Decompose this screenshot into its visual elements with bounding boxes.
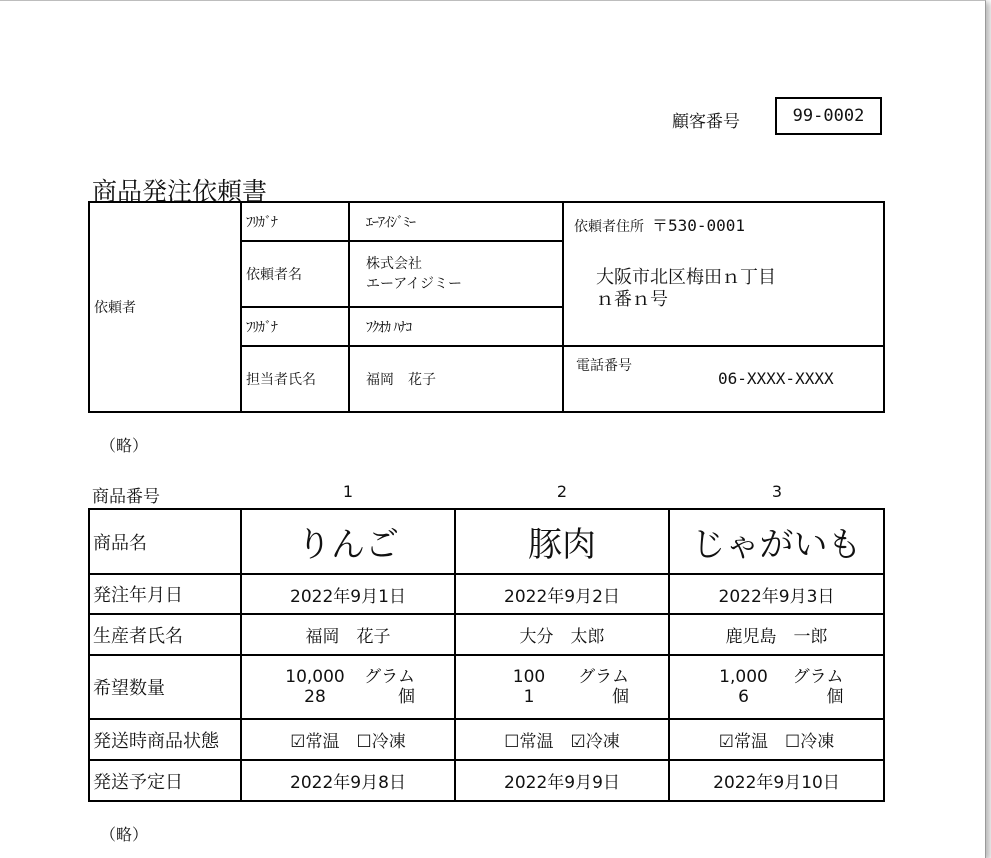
- quantity-count: 6: [738, 687, 749, 707]
- product-name-3: じゃがいも: [669, 509, 884, 574]
- company-line-2: エーアイジミー: [366, 276, 463, 292]
- quantity-3: [669, 655, 884, 719]
- quantity-1: [241, 655, 455, 719]
- furigana-contact: ﾌｸｵｶ ﾊﾅｺ: [349, 307, 563, 346]
- phone-cell: [563, 346, 884, 412]
- ship-state-3: ☑常温 ☐冷凍: [669, 719, 884, 760]
- quantity-unit: グラム: [578, 667, 629, 687]
- zip-code: 〒530-0001: [652, 216, 746, 235]
- omitted-note-1: （略）: [100, 436, 149, 455]
- row-label-quantity: 希望数量: [89, 655, 241, 719]
- table-row: [89, 655, 884, 719]
- ship-date-2: 2022年9月9日: [455, 760, 669, 801]
- address-cell: [563, 202, 884, 346]
- quantity-amount: 10,000: [285, 667, 345, 687]
- product-number-3: 3: [771, 482, 783, 501]
- requester-name-value: [349, 241, 563, 307]
- row-label-ship-state: 発送時商品状態: [89, 719, 241, 760]
- address-label: 依頼者住所: [574, 219, 644, 235]
- order-date-3: 2022年9月3日: [669, 574, 884, 614]
- company-line-1: 株式会社: [366, 256, 422, 272]
- customer-number-value: 99-0002: [775, 97, 882, 135]
- requester-table: [88, 201, 885, 413]
- address-line-2: ｎ番ｎ号: [596, 289, 668, 310]
- ship-state-1: ☑常温 ☐冷凍: [241, 719, 455, 760]
- row-label-order-date: 発注年月日: [89, 574, 241, 614]
- customer-number-label: 顧客番号: [672, 112, 740, 132]
- product-name-1: りんご: [241, 509, 455, 574]
- quantity-amount: 100: [512, 667, 546, 687]
- table-row: [89, 719, 884, 760]
- producer-1: 福岡 花子: [241, 614, 455, 655]
- quantity-count: 28: [304, 687, 326, 707]
- quantity-amount: 1,000: [719, 667, 768, 687]
- producer-3: 鹿児島 一郎: [669, 614, 884, 655]
- quantity-unit: グラム: [364, 667, 415, 687]
- ship-date-1: 2022年9月8日: [241, 760, 455, 801]
- order-date-1: 2022年9月1日: [241, 574, 455, 614]
- requester-name-label: 依頼者名: [241, 241, 349, 307]
- quantity-count-unit: 個: [826, 687, 844, 707]
- contact-name-label: 担当者氏名: [241, 346, 349, 412]
- address-line-1: 大阪市北区梅田ｎ丁目: [596, 267, 776, 288]
- table-row: [89, 760, 884, 801]
- quantity-count-unit: 個: [398, 687, 415, 707]
- quantity-count: 1: [523, 687, 535, 707]
- quantity-count-unit: 個: [612, 687, 629, 707]
- document-title: 商品発注依頼書: [92, 177, 268, 206]
- product-number-1: 1: [342, 482, 354, 501]
- phone-value: 06-XXXX-XXXX: [718, 369, 834, 388]
- furigana-label: ﾌﾘｶﾞﾅ: [241, 202, 349, 241]
- furigana-label-2: ﾌﾘｶﾞﾅ: [241, 307, 349, 346]
- ship-state-2: ☐常温 ☑冷凍: [455, 719, 669, 760]
- producer-2: 大分 太郎: [455, 614, 669, 655]
- omitted-note-2: （略）: [100, 825, 149, 844]
- phone-label: 電話番号: [576, 358, 632, 374]
- row-label-ship-date: 発送予定日: [89, 760, 241, 801]
- quantity-2: [455, 655, 669, 719]
- product-number-label: 商品番号: [92, 487, 160, 507]
- table-row: [89, 509, 884, 574]
- product-name-2: 豚肉: [455, 509, 669, 574]
- table-row: [89, 574, 884, 614]
- product-table: [88, 508, 885, 802]
- order-date-2: 2022年9月2日: [455, 574, 669, 614]
- row-label-product-name: 商品名: [89, 509, 241, 574]
- requester-section-label: 依頼者: [89, 202, 241, 412]
- table-row: [89, 614, 884, 655]
- row-label-producer: 生産者氏名: [89, 614, 241, 655]
- quantity-unit: グラム: [792, 667, 844, 687]
- contact-name-value: 福岡 花子: [349, 346, 563, 412]
- product-number-2: 2: [556, 482, 568, 501]
- furigana-company: ｴｰｱｲｼﾞﾐｰ: [349, 202, 563, 241]
- ship-date-3: 2022年9月10日: [669, 760, 884, 801]
